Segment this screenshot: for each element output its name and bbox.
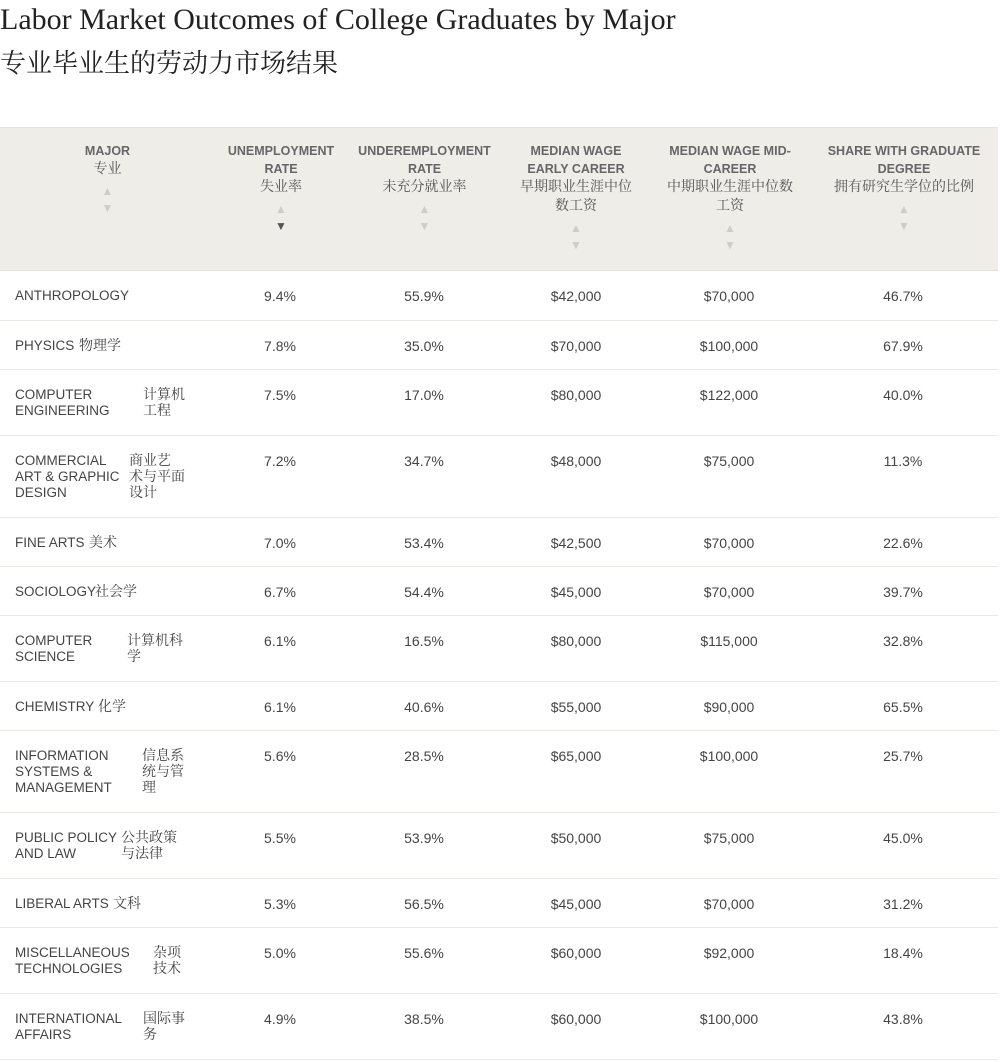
- sort-control-grad-share[interactable]: [896, 201, 912, 235]
- wage-mid-cell: $70,000: [703, 288, 755, 304]
- major-name-zh: 信息系 统与管 理: [142, 748, 184, 796]
- column-header-major[interactable]: [55, 142, 160, 217]
- grad-share-cell: 31.2%: [883, 896, 923, 912]
- table-row: [0, 616, 998, 682]
- underemployment-cell: 28.5%: [404, 748, 444, 764]
- wage-early-cell: $80,000: [550, 633, 602, 649]
- major-name-zh: 计算机科 学: [127, 633, 183, 665]
- wage-mid-cell: $70,000: [703, 584, 755, 600]
- sort-up-icon[interactable]: ▲: [418, 202, 431, 216]
- table-row: [0, 879, 998, 928]
- major-name-zh: 杂项 技术: [153, 945, 181, 977]
- major-name-zh: 国际事 务: [143, 1011, 185, 1043]
- unemployment-cell: 4.9%: [264, 1011, 296, 1027]
- major-name-en: PHYSICS: [15, 338, 75, 353]
- unemployment-cell: 6.1%: [264, 699, 296, 715]
- sort-down-active-icon[interactable]: ▼: [275, 219, 287, 233]
- sort-control-unemployment[interactable]: [273, 201, 289, 235]
- underemployment-cell: 53.9%: [404, 830, 444, 846]
- major-name-en: INFORMATION SYSTEMS & MANAGEMENT: [15, 748, 112, 795]
- wage-mid-cell: $92,000: [703, 945, 755, 961]
- major-name-en: MISCELLANEOUS TECHNOLOGIES: [15, 945, 130, 976]
- wage-early-cell: $50,000: [550, 830, 602, 846]
- major-name-en: COMMERCIAL ART & GRAPHIC DESIGN: [15, 453, 120, 500]
- table-row: [0, 813, 998, 879]
- major-name-en: FINE ARTS: [15, 535, 85, 550]
- major-name-zh: 文科: [113, 896, 141, 912]
- major-name-zh: 商业艺 术与平面 设计: [129, 453, 185, 501]
- grad-share-cell: 18.4%: [883, 945, 923, 961]
- wage-mid-cell: $122,000: [699, 387, 759, 403]
- column-header-underemployment-zh: 未充分就业率: [382, 179, 467, 195]
- grad-share-cell: 65.5%: [883, 699, 923, 715]
- grad-share-cell: 45.0%: [883, 830, 923, 846]
- sort-control-major[interactable]: [100, 183, 116, 217]
- column-header-underemployment-en: UNDEREMPLOYMENT RATE: [358, 144, 491, 176]
- column-header-major-zh: 专业: [93, 161, 122, 177]
- unemployment-cell: 5.3%: [264, 896, 296, 912]
- wage-early-cell: $48,000: [550, 453, 602, 469]
- table-header: [0, 128, 998, 271]
- unemployment-cell: 5.0%: [264, 945, 296, 961]
- column-header-wage-early-en: MEDIAN WAGE EARLY CAREER: [527, 144, 625, 176]
- sort-control-wage-early[interactable]: [568, 220, 584, 254]
- table-row: [0, 928, 998, 994]
- wage-mid-cell: $90,000: [703, 699, 755, 715]
- sort-down-icon[interactable]: ▼: [570, 238, 582, 252]
- underemployment-cell: 56.5%: [404, 896, 444, 912]
- wage-early-cell: $80,000: [550, 387, 602, 403]
- underemployment-cell: 16.5%: [404, 633, 444, 649]
- table-body: [0, 271, 998, 1060]
- major-name-zh: 化学: [98, 699, 126, 715]
- wage-early-cell: $60,000: [550, 1011, 602, 1027]
- grad-share-cell: 39.7%: [883, 584, 923, 600]
- grad-share-cell: 11.3%: [883, 453, 923, 469]
- column-header-wage-mid-zh: 中期职业生涯中位数工资: [667, 179, 793, 214]
- table-row: [0, 567, 998, 616]
- underemployment-cell: 55.9%: [404, 288, 444, 304]
- table-row: [0, 994, 998, 1060]
- column-header-wage-mid-en: MEDIAN WAGE MID-CAREER: [669, 144, 791, 176]
- major-name-en: LIBERAL ARTS: [15, 896, 109, 911]
- sort-down-icon[interactable]: ▼: [724, 238, 736, 252]
- major-name-zh: 计算机 工程: [143, 387, 185, 419]
- wage-early-cell: $55,000: [550, 699, 602, 715]
- column-header-wage-mid[interactable]: [664, 142, 796, 254]
- column-header-grad-share-en: SHARE WITH GRADUATE DEGREE: [827, 144, 981, 176]
- underemployment-cell: 54.4%: [404, 584, 444, 600]
- column-header-major-en: MAJOR: [84, 144, 131, 158]
- sort-down-icon[interactable]: ▼: [101, 201, 114, 215]
- unemployment-cell: 5.6%: [264, 748, 296, 764]
- underemployment-cell: 38.5%: [404, 1011, 444, 1027]
- grad-share-cell: 25.7%: [883, 748, 923, 764]
- table-row: [0, 731, 998, 813]
- grad-share-cell: 67.9%: [883, 338, 923, 354]
- table-row: [0, 370, 998, 436]
- wage-mid-cell: $100,000: [699, 748, 759, 764]
- table-row: [0, 436, 998, 518]
- wage-mid-cell: $115,000: [700, 633, 758, 649]
- unemployment-cell: 6.7%: [264, 584, 296, 600]
- unemployment-cell: 6.1%: [264, 633, 296, 649]
- table-row: [0, 682, 998, 731]
- wage-early-cell: $42,500: [550, 535, 602, 551]
- major-name-zh: 公共政策 与法律: [121, 830, 177, 862]
- sort-control-wage-mid[interactable]: [722, 220, 738, 254]
- sort-up-icon[interactable]: ▲: [570, 221, 582, 235]
- sort-up-icon[interactable]: ▲: [898, 202, 910, 216]
- column-header-wage-early[interactable]: [517, 142, 635, 254]
- grad-share-cell: 40.0%: [883, 387, 923, 403]
- unemployment-cell: 7.8%: [264, 338, 296, 354]
- table-row: [0, 271, 998, 321]
- major-name-zh: 美术: [89, 535, 117, 551]
- grad-share-cell: 32.8%: [883, 633, 923, 649]
- underemployment-cell: 55.6%: [404, 945, 444, 961]
- unemployment-cell: 5.5%: [264, 830, 296, 846]
- wage-early-cell: $42,000: [550, 288, 602, 304]
- unemployment-cell: 7.5%: [264, 387, 296, 403]
- page-title: Labor Market Outcomes of College Graduates by Major: [0, 3, 676, 36]
- wage-mid-cell: $70,000: [703, 896, 755, 912]
- sort-up-icon[interactable]: ▲: [275, 202, 287, 216]
- wage-mid-cell: $75,000: [703, 453, 755, 469]
- major-name-en: ANTHROPOLOGY: [15, 288, 130, 303]
- unemployment-cell: 7.0%: [264, 535, 296, 551]
- major-name-en: PUBLIC POLICY AND LAW: [15, 830, 118, 861]
- unemployment-cell: 9.4%: [264, 288, 296, 304]
- wage-mid-cell: $100,000: [699, 1011, 759, 1027]
- unemployment-cell: 7.2%: [264, 453, 296, 469]
- major-name-en: CHEMISTRY: [15, 699, 95, 714]
- column-header-unemployment[interactable]: [222, 142, 340, 235]
- column-header-wage-early-zh: 早期职业生涯中位数工资: [520, 179, 632, 214]
- wage-early-cell: $65,000: [550, 748, 602, 764]
- table-row: [0, 518, 998, 567]
- data-table: [0, 127, 998, 1060]
- grad-share-cell: 43.8%: [883, 1011, 923, 1027]
- table-row: [0, 321, 998, 370]
- major-name-en: COMPUTER ENGINEERING: [15, 387, 110, 418]
- column-header-unemployment-en: UNEMPLOYMENT RATE: [227, 144, 335, 176]
- column-header-underemployment[interactable]: [352, 142, 497, 235]
- wage-early-cell: $45,000: [550, 584, 602, 600]
- wage-mid-cell: $100,000: [699, 338, 759, 354]
- underemployment-cell: 35.0%: [404, 338, 444, 354]
- underemployment-cell: 40.6%: [404, 699, 444, 715]
- underemployment-cell: 17.0%: [404, 387, 444, 403]
- grad-share-cell: 22.6%: [883, 535, 923, 551]
- column-header-unemployment-zh: 失业率: [260, 179, 302, 195]
- sort-control-underemployment[interactable]: [417, 201, 433, 235]
- major-name-zh: 社会学: [95, 584, 137, 600]
- sort-up-icon[interactable]: ▲: [724, 221, 736, 235]
- wage-early-cell: $60,000: [550, 945, 602, 961]
- column-header-grad-share-zh: 拥有研究生学位的比例: [834, 179, 974, 195]
- wage-mid-cell: $75,000: [703, 830, 755, 846]
- wage-early-cell: $70,000: [550, 338, 602, 354]
- wage-early-cell: $45,000: [550, 896, 602, 912]
- sort-down-icon[interactable]: ▼: [418, 219, 431, 233]
- column-header-grad-share[interactable]: [820, 142, 988, 235]
- grad-share-cell: 46.7%: [883, 288, 923, 304]
- underemployment-cell: 34.7%: [404, 453, 444, 469]
- major-name-zh: 物理学: [79, 338, 121, 354]
- sort-down-icon[interactable]: ▼: [898, 219, 910, 233]
- major-name-en: INTERNATIONAL AFFAIRS: [15, 1011, 123, 1042]
- major-name-en: COMPUTER SCIENCE: [15, 633, 93, 664]
- major-name-en: SOCIOLOGY: [15, 584, 97, 599]
- sort-up-icon[interactable]: ▲: [101, 184, 114, 198]
- underemployment-cell: 53.4%: [404, 535, 444, 551]
- page-subtitle: 专业毕业生的劳动力市场结果: [0, 49, 339, 79]
- wage-mid-cell: $70,000: [703, 535, 755, 551]
